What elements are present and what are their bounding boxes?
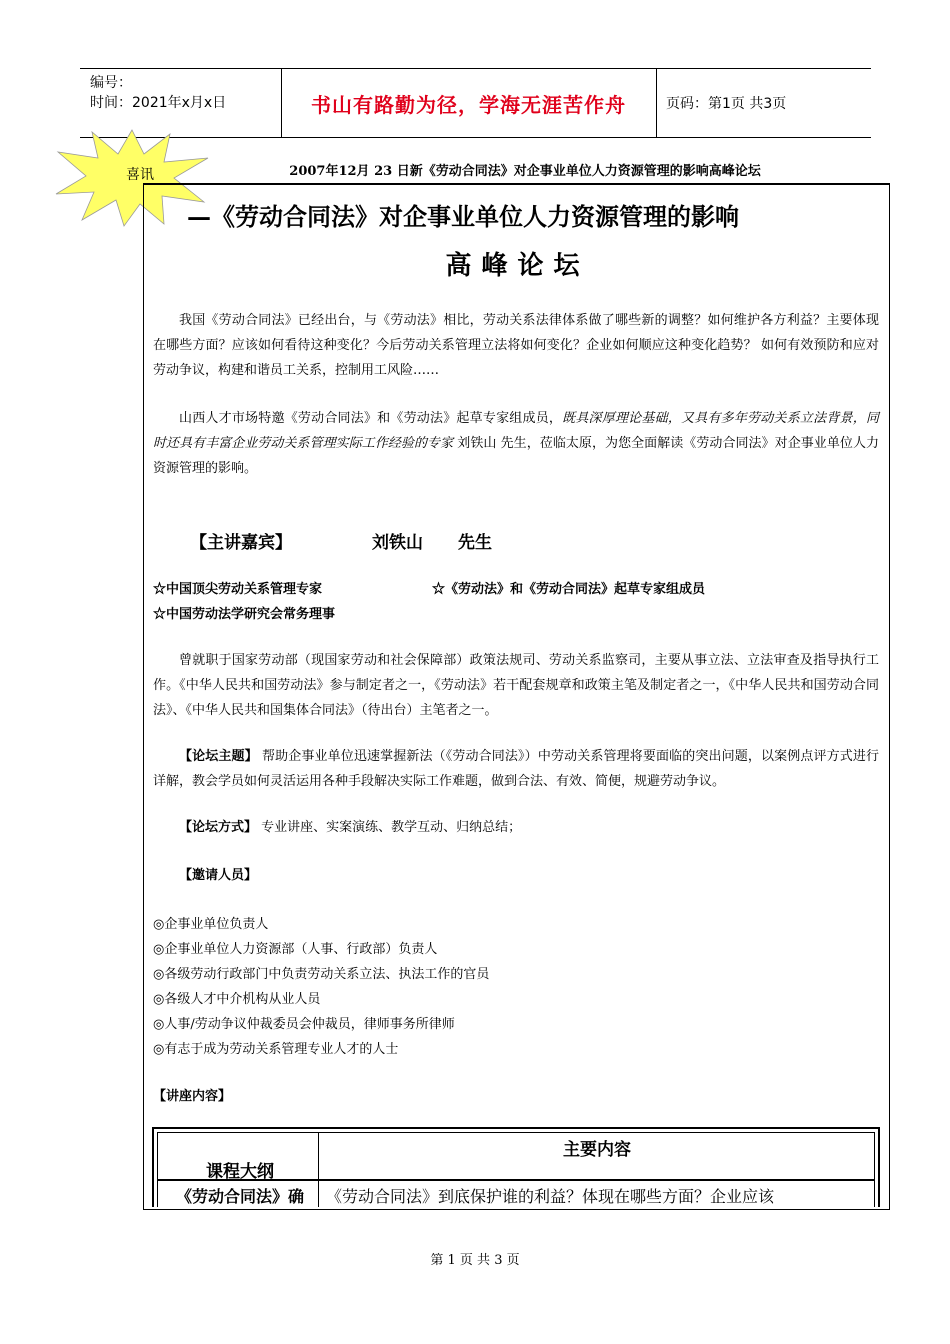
theme-paragraph (153, 744, 879, 794)
content-label: 【讲座内容】 (153, 1089, 232, 1104)
list-item: ◎各级劳动行政部门中负责劳动关系立法、执法工作的官员 (153, 967, 490, 982)
credential-item: ☆《劳动法》和《劳动合同法》起草专家组成员 (432, 582, 706, 597)
intro-paragraph: 我国《劳动合同法》已经出台，与《劳动法》相比，劳动关系法律体系做了哪些新的调整？如何维护各方利益？主要体现在哪些方面？应该如何看待这种变化？今后劳动关系管理立法将如何变化？企业如何顺应这种变化趋势？ 如何有效预防和应对劳动争议，构建和谐员工关系，控制用工风险…… (153, 313, 879, 378)
speaker-name: 刘铁山 (372, 533, 423, 553)
method-label: 【论坛方式】 (179, 820, 258, 835)
credential-item: ☆中国顶尖劳动关系管理专家 (153, 582, 323, 597)
header-meta (90, 73, 226, 113)
badge-text: 喜讯 (126, 167, 154, 183)
credential-item: ☆中国劳动法学研究会常务理事 (153, 607, 336, 622)
attendees-label: 【邀请人员】 (179, 868, 258, 883)
invite-paragraph (153, 406, 879, 481)
list-item: ◎企事业单位负责人 (153, 917, 269, 932)
theme-text: 帮助企事业单位迅速掌握新法（《劳动合同法》）中劳动关系管理将要面临的突出问题，以案例点评方式进行详解，教会学员如何灵活运用各种手段解决实际工作难题，做到合法、有效、简便，规避劳动争议。 (153, 749, 879, 789)
column-header-content: 主要内容 (563, 1140, 631, 1160)
invite-text-end: 刘铁山 先生，莅临太原，为您全面解读《劳动合同法》对企事业单位人力资源管理的影响。 (153, 436, 879, 476)
list-item: ◎人事/劳动争议仲裁委员会仲裁员，律师事务所律师 (153, 1017, 455, 1032)
page-title: —《劳动合同法》对企事业单位人力资源管理的影响 (187, 202, 739, 231)
number-label: 编号： (90, 75, 132, 91)
list-item: ◎有志于成为劳动关系管理专业人才的人士 (153, 1042, 399, 1057)
course-table (152, 1127, 880, 1207)
column-header-outline: 课程大纲 (206, 1162, 274, 1182)
table-cell: 《劳动合同法》确 (175, 1187, 304, 1206)
list-item: ◎企事业单位人力资源部（人事、行政部）负责人 (153, 942, 438, 957)
header-divider (656, 69, 657, 137)
speaker-label: 【主讲嘉宾】 (190, 533, 292, 553)
speaker-title: 先生 (458, 533, 492, 553)
bio-paragraph: 曾就职于国家劳动部（现国家劳动和社会保障部）政策法规司、劳动关系监察司，主要从事立法、立法审查及指导执行工作。《中华人民共和国劳动法》参与制定者之一，《劳动法》若干配套规章和政策主笔及制定者之一，《中华人民共和国劳动合同法》、《中华人民共和国集体合同法》（待出台）主笔者之一。 (153, 653, 879, 718)
page-footer: 第 1 页 共 3 页 (430, 1253, 520, 1268)
page-info: 页码：第1页 共3页 (666, 96, 787, 112)
table-cell: 《劳动合同法》到底保护谁的利益？体现在哪些方面？企业应该 (326, 1187, 775, 1206)
event-banner: 2007年12月 23 日新《劳动合同法》对企事业单位人力资源管理的影响高峰论坛 (289, 164, 761, 179)
time-label: 时间：2021年x月x日 (90, 95, 227, 111)
method-paragraph (153, 815, 879, 840)
list-item: ◎各级人才中介机构从业人员 (153, 992, 321, 1007)
theme-label: 【论坛主题】 (179, 749, 258, 764)
expert-description: 既具深厚理论基础，又具有多年劳动关系立法背景，同时还具有丰富企业劳动关系管理实际工作经验的专家 (153, 411, 879, 451)
method-text: 专业讲座、实案演练、教学互动、归纳总结； (257, 820, 522, 835)
page-subtitle: 高峰论坛 (445, 251, 590, 281)
header-motto: 书山有路勤为径，学海无涯苦作舟 (311, 92, 626, 117)
invite-text: 山西人才市场特邀《劳动合同法》和《劳动法》起草专家组成员， (179, 411, 563, 426)
